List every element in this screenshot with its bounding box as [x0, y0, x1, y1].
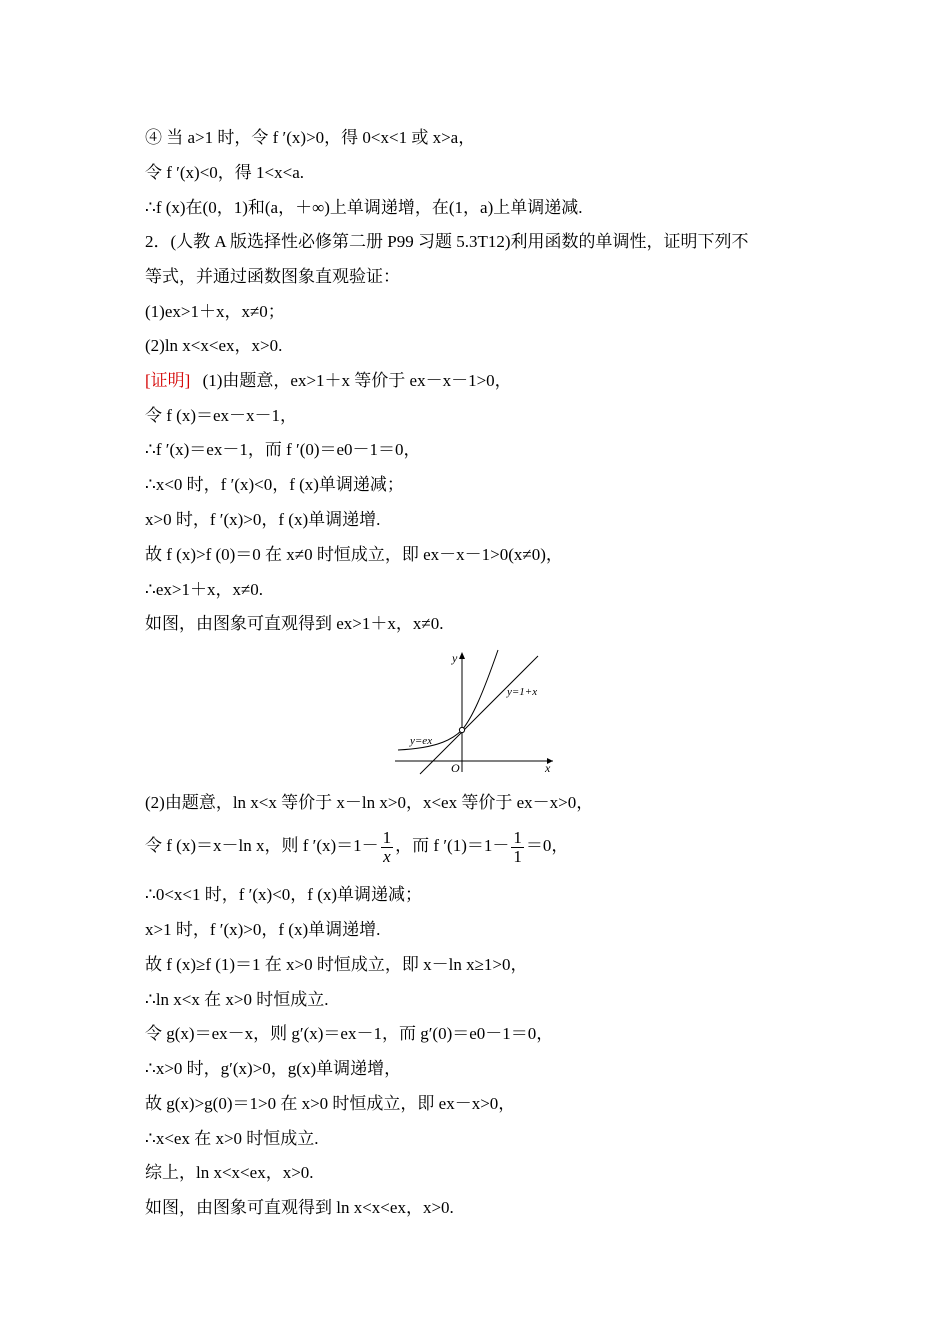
derivative-text: ，而 f ′(1)＝1－	[395, 836, 510, 855]
exp-graph-figure	[390, 648, 560, 776]
text-line: ∴f (x)在(0，1)和(a，＋∞)上单调递增，在(1，a)上单调递减.	[145, 198, 583, 217]
text-line: 故 f (x)≥f (1)＝1 在 x>0 时恒成立，即 x－ln x≥1>0，	[145, 955, 528, 974]
text-line: 令 g(x)＝ex－x，则 g′(x)＝ex－1，而 g′(0)＝e0－1＝0，	[145, 1024, 554, 1043]
text-line: (2)由题意，ln x<x 等价于 x－ln x>0，x<ex 等价于 ex－x>0，	[145, 793, 594, 812]
inequality-1: (1)ex>1＋x，x≠0；	[145, 302, 285, 321]
fraction-1-over-1	[511, 829, 524, 866]
fraction-denominator: 1	[513, 846, 522, 866]
y-axis-arrow	[459, 652, 465, 659]
fraction-denominator: x	[383, 846, 391, 866]
line-label: y=1+x	[507, 686, 538, 698]
origin-label: O	[451, 761, 460, 775]
fraction-1-over-x	[381, 829, 394, 866]
text-line: 故 f (x)>f (0)＝0 在 x≠0 时恒成立，即 ex－x－1>0(x≠0)，	[145, 545, 563, 564]
text-line: ∴f ′(x)＝ex－1，而 f ′(0)＝e0－1＝0，	[145, 440, 421, 459]
derivative-text: 令 f (x)＝x－ln x，则 f ′(x)＝1－	[145, 836, 379, 855]
text-line: ∴ln x<x 在 x>0 时恒成立.	[145, 990, 329, 1009]
tangent-point	[459, 727, 464, 732]
inequality-2: (2)ln x<x<ex，x>0.	[145, 336, 283, 355]
text-line: 如图，由图象可直观得到 ex>1＋x，x≠0.	[145, 614, 444, 633]
text-line: x>0 时，f ′(x)>0，f (x)单调递增.	[145, 510, 381, 529]
text-line: 综上，ln x<x<ex，x>0.	[145, 1163, 314, 1182]
text-line: ∴0<x<1 时，f ′(x)<0，f (x)单调递减；	[145, 885, 423, 904]
proof-tag: [证明]	[145, 371, 191, 390]
curve-label: y=ex	[410, 735, 433, 747]
fraction-numerator: 1	[382, 827, 392, 847]
text-line: ④ 当 a>1 时，令 f ′(x)>0，得 0<x<1 或 x>a，	[145, 128, 476, 147]
problem-heading: 2．(人教 A 版选择性必修第二册 P99 习题 5.3T12)利用函数的单调性，证明下列不	[145, 232, 749, 251]
text-line: ∴x>0 时，g′(x)>0，g(x)单调递增，	[145, 1059, 402, 1078]
text-line: 如图，由图象可直观得到 ln x<x<ex，x>0.	[145, 1198, 454, 1217]
text-line: x>1 时，f ′(x)>0，f (x)单调递增.	[145, 920, 381, 939]
proof-line	[145, 369, 512, 393]
text-line: 令 f (x)＝ex－x－1，	[145, 406, 298, 425]
y-axis-label: y	[452, 651, 458, 665]
text-line: 故 g(x)>g(0)＝1>0 在 x>0 时恒成立，即 ex－x>0，	[145, 1094, 516, 1113]
text-line: ∴x<ex 在 x>0 时恒成立.	[145, 1129, 319, 1148]
derivative-text: ＝0，	[525, 836, 569, 855]
text-line: 令 f ′(x)<0，得 1<x<a.	[145, 163, 305, 182]
fraction-numerator: 1	[513, 827, 522, 847]
x-axis-label: x	[545, 761, 551, 775]
derivative-line	[145, 826, 568, 866]
text-line: ∴ex>1＋x，x≠0.	[145, 580, 264, 599]
proof-text: (1)由题意，ex>1＋x 等价于 ex－x－1>0，	[202, 371, 512, 390]
text-line: 等式，并通过函数图象直观验证：	[145, 267, 400, 286]
text-line: ∴x<0 时，f ′(x)<0，f (x)单调递减；	[145, 475, 404, 494]
tangent-line	[420, 656, 538, 774]
